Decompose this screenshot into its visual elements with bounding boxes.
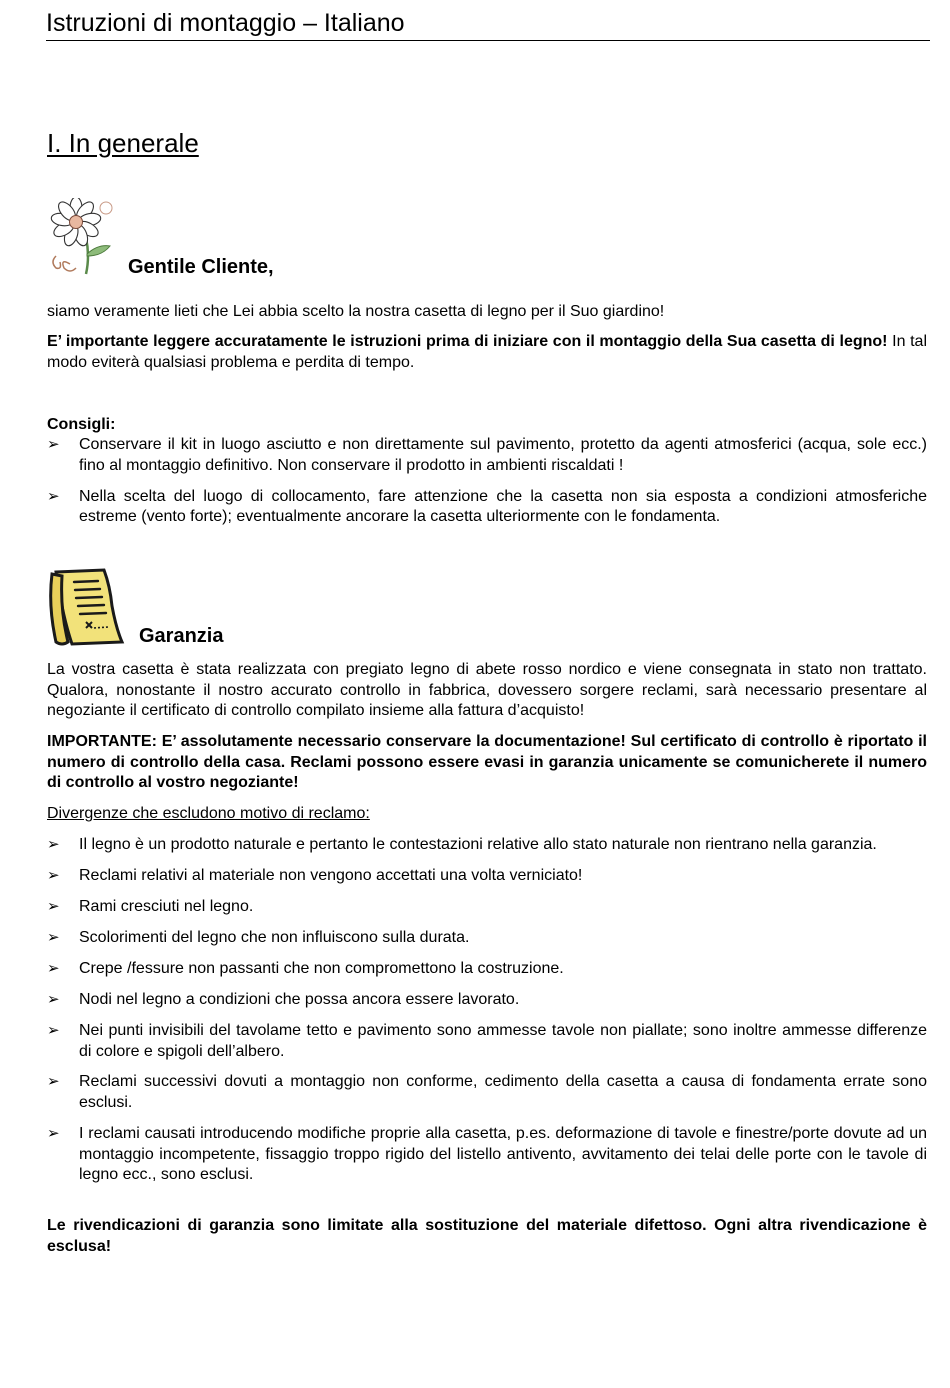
list-item	[47, 959, 927, 980]
bullet-arrow-icon: ➢	[47, 866, 60, 884]
exclusion-text: Il legno è un prodotto naturale e pertanto le contestazioni relative allo stato naturale non rientrano nella garanzia.	[79, 836, 877, 853]
warranty-important: IMPORTANTE: E’ assolutamente necessario conservare la documentazione! Sul certificato di controllo è riportato il numero di controllo della casa. Reclami possono essere evasi in garanzia unicamente se comunicherete il numero di controllo al vostro negoziante!	[47, 733, 927, 792]
warranty-heading: Garanzia	[139, 625, 224, 647]
tips-list	[47, 435, 927, 538]
greeting-heading: Gentile Cliente,	[128, 256, 274, 278]
list-item	[47, 866, 927, 887]
list-item	[47, 1021, 927, 1062]
list-item	[47, 928, 927, 949]
page-header-title: Istruzioni di montaggio – Italiano	[46, 9, 405, 37]
exclusion-text: I reclami causati introducendo modifiche proprie alla casetta, p.es. deformazione di tavole e finestre/porte dovute ad un montaggio incompetente, fissaggio troppo rigido del listello antivento, avvitamento dei telai delle porte con le tavole di legno ecc., sono esclusi.	[79, 1125, 927, 1184]
greeting-intro: siamo veramente lieti che Lei abbia scelto la nostra casetta di legno per il Suo giardino!	[47, 303, 665, 320]
bullet-arrow-icon: ➢	[47, 1021, 60, 1039]
exclusion-text: Nei punti invisibili del tavolame tetto e pavimento sono ammesse tavole non piallate; sono inoltre ammesse differenze di colore e spigoli dell’albero.	[79, 1021, 927, 1060]
page-header	[46, 8, 930, 41]
bullet-arrow-icon: ➢	[47, 1125, 60, 1143]
list-item	[47, 835, 927, 856]
exclusions-title	[47, 804, 927, 825]
section-title: I. In generale	[47, 128, 199, 158]
tips-title: Consigli:	[47, 416, 116, 433]
greeting-important	[47, 332, 927, 373]
exclusion-text: Rami cresciuti nel legno.	[79, 897, 254, 915]
list-item	[47, 897, 927, 918]
tip-text: Nella scelta del luogo di collocamento, fare attenzione che la casetta non sia esposta a condizioni atmosferiche estreme (vento forte); eventualmente ancorare la casetta ulteriormente con le fondamenta.	[79, 487, 927, 526]
list-item	[47, 435, 927, 476]
greeting-important-bold: E’ importante leggere accuratamente le istruzioni prima di iniziare con il montaggio della Sua casetta di legno!	[47, 333, 888, 350]
bullet-arrow-icon: ➢	[47, 1073, 60, 1091]
exclusion-text: Reclami relativi al materiale non vengono accettati una volta verniciato!	[79, 866, 583, 884]
bullet-arrow-icon: ➢	[47, 487, 60, 505]
exclusion-text: Nodi nel legno a condizioni che possa ancora essere lavorato.	[79, 990, 520, 1008]
exclusions-title-text: Divergenze che escludono motivo di reclamo:	[47, 805, 370, 822]
list-item	[47, 1072, 927, 1113]
bullet-arrow-icon: ➢	[47, 928, 60, 946]
exclusion-text: Scolorimenti del legno che non influiscono sulla durata.	[79, 928, 470, 946]
list-item	[47, 487, 927, 528]
exclusion-text: Reclami successivi dovuti a montaggio non conforme, cedimento della casetta a causa di fondamenta errate sono esclusi.	[79, 1073, 927, 1112]
exclusions-list	[47, 835, 927, 1196]
warranty-closing: Le rivendicazioni di garanzia sono limitate alla sostituzione del materiale difettoso. Ogni altra rivendicazione è esclusa!	[47, 1217, 927, 1255]
list-item	[47, 1124, 927, 1186]
greeting-important-rest: In tal modo eviterà qualsiasi problema e perdita di tempo.	[47, 333, 928, 371]
bullet-arrow-icon: ➢	[47, 990, 60, 1008]
bullet-arrow-icon: ➢	[47, 959, 60, 977]
warranty-paragraph: La vostra casetta è stata realizzata con pregiato legno di abete rosso nordico e viene consegnata in stato non trattato. Qualora, nonostante il nostro accurato controllo in fabbrica, dovessero sorgere reclami, sarà necessario presentare al negoziante il certificato di controllo compilato insieme alla fattura d’acquisto!	[47, 661, 927, 720]
bullet-arrow-icon: ➢	[47, 897, 60, 915]
exclusion-text: Crepe /fessure non passanti che non compromettono la costruzione.	[79, 959, 564, 977]
bullet-arrow-icon: ➢	[47, 836, 60, 853]
bullet-arrow-icon: ➢	[47, 436, 60, 453]
tip-text: Conservare il kit in luogo asciutto e non direttamente sul pavimento, protetto da agenti atmosferici (acqua, sole ecc.) fino al montaggio definitivo. Non conservare il prodotto in ambienti riscaldati !	[79, 436, 927, 474]
list-item	[47, 990, 927, 1011]
daisy-flower-icon	[46, 198, 120, 276]
document-scroll-icon	[46, 566, 126, 648]
